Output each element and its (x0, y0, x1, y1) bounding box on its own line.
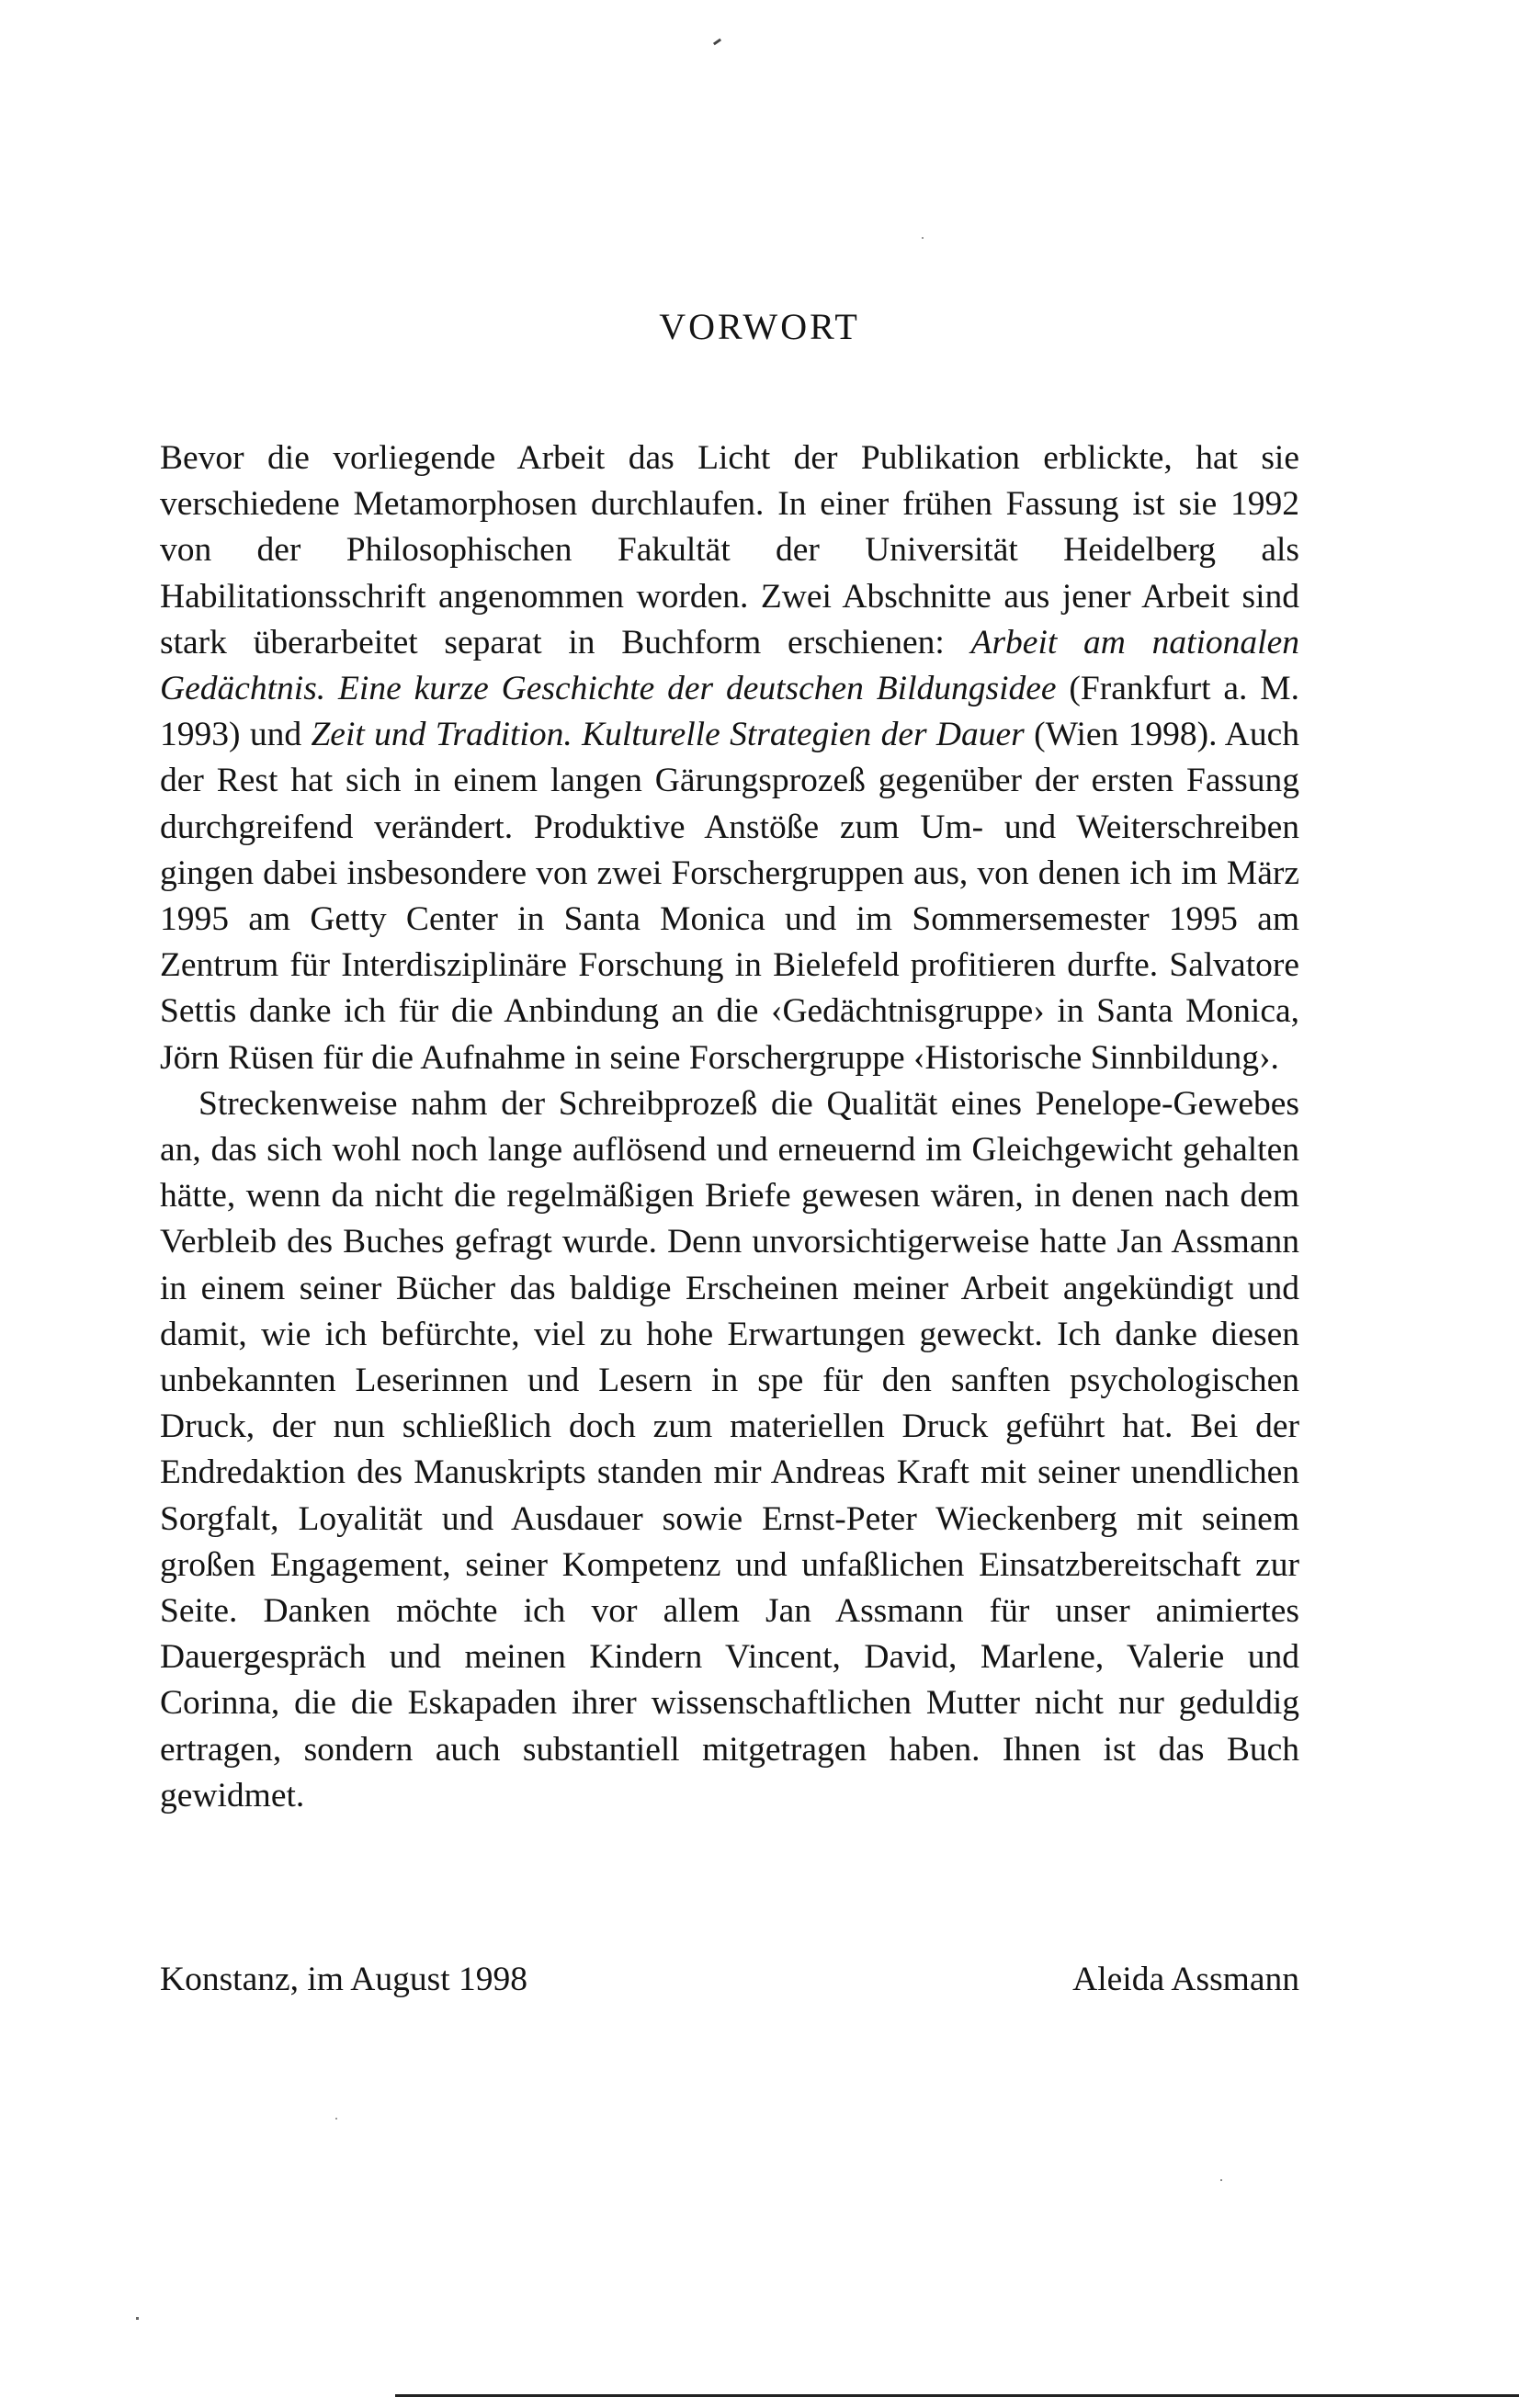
scan-speck (922, 237, 924, 239)
scan-speck (1220, 2179, 1222, 2181)
book-title-1: Arbeit am nationalen Gedächtnis. Eine kurze Geschichte der deutschen Bildungsidee (160, 623, 1299, 708)
scan-edge-line (395, 2394, 1519, 2397)
paragraph-1-text-3: (Wien 1998). Auch der Rest hat sich in einem langen Gärungsprozeß gegenüber der ersten Fassung durchgreifend verändert. Produktive Anstöße zum Um- und Weiterschreiben gingen dabei insbesondere von zwei Forschergruppen aus, von denen ich im März 1995 am Getty Center in Santa Monica und im Sommersemester 1995 am Zentrum für Interdisziplinäre Forschung in Bielefeld profitieren durfte. Salvatore Settis danke ich für die Anbindung an die ‹Gedächtnisgruppe› in Santa Monica, Jörn Rüsen für die Aufnahme in seine Forschergruppe ‹Historische Sinnbildung›. (160, 716, 1299, 1077)
signature-line (160, 1957, 1299, 2003)
paragraph-1-text-2: (Frankfurt a. M. 1993) und (160, 670, 1299, 754)
preface-body (160, 435, 1299, 1819)
paragraph-2 (160, 1081, 1299, 1819)
scan-speck (335, 2118, 337, 2120)
scan-speck (136, 2317, 139, 2320)
book-title-2: Zeit und Tradition. Kulturelle Strategien der Dauer (311, 716, 1025, 754)
paragraph-2-text: Streckenweise nahm der Schreibprozeß die Qualität eines Penelope-Gewebes an, das sich wohl noch lange auflösend und erneuernd im Gleichgewicht gehalten hätte, wenn da nicht die regelmäßigen Briefe gewesen wären, in denen nach dem Verbleib des Buches gefragt wurde. Denn unvorsichtigerweise hatte Jan Assmann in einem seiner Bücher das baldige Erscheinen meiner Arbeit angekündigt und damit, wie ich befürchte, viel zu hohe Erwartungen geweckt. Ich danke diesen unbekannten Leserinnen und Lesern in spe für den sanften psychologischen Druck, der nun schließlich doch zum materiellen Druck geführt hat. Bei der Endredaktion des Manuskripts standen mir Andreas Kraft mit seiner unendlichen Sorgfalt, Loyalität und Ausdauer sowie Ernst-Peter Wieckenberg mit seinem großen Engagement, seiner Kompetenz und unfaßlichen Einsatzbereitschaft zur Seite. Danken möchte ich vor allem Jan Assmann für unser animiertes Dauergespräch und meinen Kindern Vincent, David, Marlene, Valerie und Corinna, die die Eskapaden ihrer wissenschaftlichen Mutter nicht nur geduldig ertragen, sondern auch substantiell mitgetragen haben. Ihnen ist das Buch gewidmet. (160, 1084, 1299, 1814)
place-date: Konstanz, im August 1998 (160, 1961, 527, 1998)
scan-mark (713, 39, 721, 46)
page-title: VORWORT (659, 306, 860, 347)
author-name: Aleida Assmann (1072, 1961, 1299, 1998)
paragraph-1 (160, 435, 1299, 1081)
paragraph-1-text-1: Bevor die vorliegende Arbeit das Licht der Publikation erblickte, hat sie verschiedene Metamorphosen durchlaufen. In einer frühen Fassung ist sie 1992 von der Philosophischen Fakultät der Universität Heidelberg als Habilitationsschrift angenommen worden. Zwei Abschnitte aus jener Arbeit sind stark überarbeitet separat in Buchform erschienen: (160, 439, 1299, 661)
